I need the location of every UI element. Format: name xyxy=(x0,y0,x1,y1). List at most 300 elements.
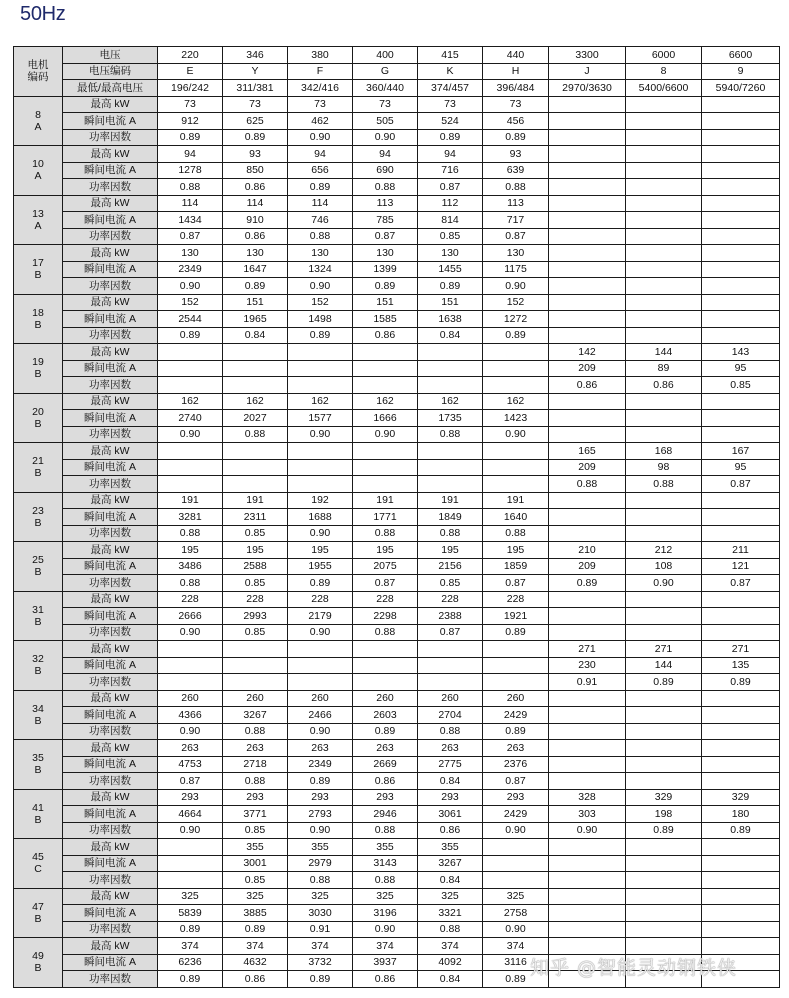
row-label: 最高 kW xyxy=(63,789,158,806)
table-row xyxy=(14,410,780,427)
motor-frame: B xyxy=(34,318,42,331)
data-cell: 355 xyxy=(418,839,483,856)
data-cell: 716 xyxy=(418,162,483,179)
data-cell: 0.90 xyxy=(288,129,353,146)
data-cell: 0.88 xyxy=(353,872,418,889)
data-cell: 1324 xyxy=(288,261,353,278)
data-cell: 355 xyxy=(288,839,353,856)
data-cell: 0.85 xyxy=(418,228,483,245)
data-cell xyxy=(702,410,780,427)
data-cell: 3267 xyxy=(418,855,483,872)
data-cell: 73 xyxy=(483,96,549,113)
data-cell: 3885 xyxy=(223,905,288,922)
data-cell: 191 xyxy=(418,492,483,509)
data-cell: 0.85 xyxy=(223,624,288,641)
motor-frame: C xyxy=(34,863,42,876)
data-cell: 325 xyxy=(418,888,483,905)
row-label: 功率因数 xyxy=(63,377,158,394)
motor-frame: B xyxy=(34,912,42,925)
data-cell: 0.89 xyxy=(702,822,780,839)
data-cell: 0.89 xyxy=(549,575,626,592)
data-cell: 0.90 xyxy=(158,822,223,839)
motor-code: 34 xyxy=(32,702,44,715)
row-label: 最高 kW xyxy=(63,96,158,113)
data-cell xyxy=(158,872,223,889)
data-cell xyxy=(549,855,626,872)
data-cell: 228 xyxy=(158,591,223,608)
data-cell: 625 xyxy=(223,113,288,130)
row-label: 瞬间电流 A xyxy=(63,162,158,179)
data-cell xyxy=(418,459,483,476)
data-cell: 95 xyxy=(702,459,780,476)
data-cell: 293 xyxy=(158,789,223,806)
data-cell: 0.89 xyxy=(353,723,418,740)
data-cell: 0.90 xyxy=(626,575,702,592)
data-cell xyxy=(483,872,549,889)
data-cell: 228 xyxy=(353,591,418,608)
row-label: 瞬间电流 A xyxy=(63,311,158,328)
data-cell: 3321 xyxy=(418,905,483,922)
data-cell xyxy=(549,195,626,212)
data-cell: 121 xyxy=(702,558,780,575)
data-cell: 0.85 xyxy=(418,575,483,592)
data-cell xyxy=(353,657,418,674)
data-cell: 2666 xyxy=(158,608,223,625)
header-cell: G xyxy=(353,63,418,80)
data-cell: 3281 xyxy=(158,509,223,526)
motor-code-cell xyxy=(14,294,63,344)
motor-frame: A xyxy=(34,219,42,232)
data-cell: 524 xyxy=(418,113,483,130)
motor-code-cell xyxy=(14,591,63,641)
data-cell xyxy=(626,888,702,905)
motor-frame: B xyxy=(34,813,42,826)
row-label: 最高 kW xyxy=(63,245,158,262)
data-cell xyxy=(418,377,483,394)
data-cell xyxy=(702,426,780,443)
row-label: 瞬间电流 A xyxy=(63,806,158,823)
row-label: 功率因数 xyxy=(63,723,158,740)
row-label: 瞬间电流 A xyxy=(63,954,158,971)
data-cell: 195 xyxy=(353,542,418,559)
data-cell xyxy=(549,740,626,757)
data-cell: 1455 xyxy=(418,261,483,278)
data-cell: 1688 xyxy=(288,509,353,526)
data-cell: 94 xyxy=(418,146,483,163)
data-cell xyxy=(549,608,626,625)
data-cell xyxy=(702,591,780,608)
row-label: 功率因数 xyxy=(63,773,158,790)
motor-code-cell xyxy=(14,839,63,889)
table-row xyxy=(14,971,780,988)
data-cell xyxy=(626,393,702,410)
data-cell: 0.86 xyxy=(353,971,418,988)
data-cell: 912 xyxy=(158,113,223,130)
data-cell: 228 xyxy=(483,591,549,608)
row-label: 瞬间电流 A xyxy=(63,261,158,278)
data-cell: 0.89 xyxy=(288,971,353,988)
data-cell: 0.88 xyxy=(223,426,288,443)
data-cell: 1647 xyxy=(223,261,288,278)
data-cell: 0.84 xyxy=(223,327,288,344)
data-cell: 2075 xyxy=(353,558,418,575)
data-cell: 94 xyxy=(158,146,223,163)
data-cell: 293 xyxy=(288,789,353,806)
row-label: 功率因数 xyxy=(63,129,158,146)
data-cell: 0.87 xyxy=(483,228,549,245)
data-cell: 4366 xyxy=(158,707,223,724)
motor-code: 10 xyxy=(32,158,44,171)
data-cell: 0.89 xyxy=(158,327,223,344)
motor-code-cell xyxy=(14,690,63,740)
table-row xyxy=(14,261,780,278)
data-cell xyxy=(158,377,223,394)
motor-frame: B xyxy=(34,368,42,381)
header-cell: 3300 xyxy=(549,47,626,64)
data-cell: 0.88 xyxy=(158,525,223,542)
data-cell xyxy=(626,113,702,130)
data-cell: 1577 xyxy=(288,410,353,427)
motor-code: 8 xyxy=(35,108,41,121)
data-cell: 0.88 xyxy=(418,426,483,443)
data-cell: 374 xyxy=(158,938,223,955)
data-cell: 2466 xyxy=(288,707,353,724)
data-cell: 0.90 xyxy=(158,278,223,295)
header-cell: 8 xyxy=(626,63,702,80)
data-cell: 162 xyxy=(158,393,223,410)
header-cell: 311/381 xyxy=(223,80,288,97)
motor-code-cell xyxy=(14,938,63,988)
data-cell: 325 xyxy=(483,888,549,905)
data-cell: 0.86 xyxy=(223,179,288,196)
header-cell: 220 xyxy=(158,47,223,64)
data-cell xyxy=(702,690,780,707)
header-cell: 2970/3630 xyxy=(549,80,626,97)
data-cell xyxy=(626,228,702,245)
data-cell xyxy=(626,294,702,311)
data-cell xyxy=(223,641,288,658)
data-cell: 209 xyxy=(549,558,626,575)
header-cell: H xyxy=(483,63,549,80)
row-label: 瞬间电流 A xyxy=(63,657,158,674)
data-cell: 2179 xyxy=(288,608,353,625)
data-cell xyxy=(549,971,626,988)
motor-code: 45 xyxy=(32,851,44,864)
data-cell: 6236 xyxy=(158,954,223,971)
data-cell: 114 xyxy=(223,195,288,212)
data-cell: 0.87 xyxy=(158,773,223,790)
header-label: 电压 xyxy=(63,47,158,64)
table-row xyxy=(14,905,780,922)
data-cell: 325 xyxy=(158,888,223,905)
motor-frame: B xyxy=(34,764,42,777)
data-cell xyxy=(626,278,702,295)
data-cell: 303 xyxy=(549,806,626,823)
data-cell xyxy=(626,905,702,922)
data-cell: 1498 xyxy=(288,311,353,328)
data-cell: 3030 xyxy=(288,905,353,922)
table-row xyxy=(14,443,780,460)
data-cell: 135 xyxy=(702,657,780,674)
data-cell: 0.87 xyxy=(353,575,418,592)
data-cell xyxy=(483,459,549,476)
data-cell xyxy=(288,459,353,476)
motor-code: 31 xyxy=(32,603,44,616)
data-cell: 130 xyxy=(158,245,223,262)
data-cell: 142 xyxy=(549,344,626,361)
header-cell: 396/484 xyxy=(483,80,549,97)
data-cell xyxy=(702,707,780,724)
data-cell: 263 xyxy=(353,740,418,757)
data-cell: 0.88 xyxy=(353,179,418,196)
data-cell: 1272 xyxy=(483,311,549,328)
data-cell xyxy=(626,509,702,526)
data-cell: 95 xyxy=(702,360,780,377)
table-row xyxy=(14,311,780,328)
data-cell: 114 xyxy=(288,195,353,212)
data-cell xyxy=(702,146,780,163)
data-cell: 271 xyxy=(549,641,626,658)
data-cell: 374 xyxy=(223,938,288,955)
data-cell xyxy=(418,360,483,377)
data-cell: 260 xyxy=(288,690,353,707)
row-label: 瞬间电流 A xyxy=(63,459,158,476)
data-cell: 0.90 xyxy=(158,723,223,740)
data-cell: 130 xyxy=(483,245,549,262)
table-row xyxy=(14,888,780,905)
data-cell xyxy=(626,938,702,955)
data-cell xyxy=(702,96,780,113)
data-cell xyxy=(353,360,418,377)
data-cell: 260 xyxy=(223,690,288,707)
data-cell: 228 xyxy=(288,591,353,608)
data-cell: 1638 xyxy=(418,311,483,328)
data-cell xyxy=(223,443,288,460)
motor-frame: B xyxy=(34,962,42,975)
data-cell xyxy=(549,294,626,311)
data-cell: 0.90 xyxy=(353,426,418,443)
data-cell xyxy=(418,641,483,658)
data-cell xyxy=(702,261,780,278)
data-cell xyxy=(223,657,288,674)
data-cell: 293 xyxy=(353,789,418,806)
data-cell xyxy=(418,657,483,674)
data-cell: 850 xyxy=(223,162,288,179)
data-cell xyxy=(626,773,702,790)
header-row xyxy=(14,47,780,64)
data-cell: 263 xyxy=(288,740,353,757)
data-cell xyxy=(288,641,353,658)
data-cell xyxy=(702,327,780,344)
table-row xyxy=(14,525,780,542)
data-cell: 0.86 xyxy=(418,822,483,839)
data-cell: 162 xyxy=(353,393,418,410)
data-cell: 0.86 xyxy=(549,377,626,394)
table-row xyxy=(14,789,780,806)
data-cell: 0.88 xyxy=(223,773,288,790)
row-label: 功率因数 xyxy=(63,476,158,493)
data-cell xyxy=(418,674,483,691)
motor-code-cell xyxy=(14,789,63,839)
data-cell: 0.87 xyxy=(702,476,780,493)
motor-code-cell xyxy=(14,245,63,295)
data-cell xyxy=(702,723,780,740)
data-cell xyxy=(702,888,780,905)
data-cell xyxy=(702,954,780,971)
data-cell: 0.87 xyxy=(158,228,223,245)
data-cell: 271 xyxy=(626,641,702,658)
data-cell xyxy=(549,938,626,955)
data-cell: 746 xyxy=(288,212,353,229)
data-cell: 191 xyxy=(223,492,288,509)
table-row xyxy=(14,146,780,163)
row-label: 瞬间电流 A xyxy=(63,212,158,229)
data-cell xyxy=(288,443,353,460)
data-cell: 2544 xyxy=(158,311,223,328)
row-label: 功率因数 xyxy=(63,674,158,691)
data-cell: 0.90 xyxy=(483,822,549,839)
data-cell xyxy=(626,426,702,443)
data-cell xyxy=(353,459,418,476)
table-row xyxy=(14,591,780,608)
data-cell xyxy=(223,344,288,361)
table-row xyxy=(14,360,780,377)
data-cell: 3937 xyxy=(353,954,418,971)
data-cell: 0.89 xyxy=(158,129,223,146)
table-row xyxy=(14,558,780,575)
data-cell: 0.87 xyxy=(702,575,780,592)
data-cell xyxy=(549,773,626,790)
data-cell: 0.89 xyxy=(626,822,702,839)
data-cell: 0.89 xyxy=(483,624,549,641)
data-cell xyxy=(702,195,780,212)
data-cell: 0.88 xyxy=(549,476,626,493)
header-label: 最低/最高电压 xyxy=(63,80,158,97)
table-row xyxy=(14,822,780,839)
data-cell: 0.89 xyxy=(483,129,549,146)
data-cell: 0.87 xyxy=(418,179,483,196)
data-cell xyxy=(626,855,702,872)
data-cell xyxy=(702,872,780,889)
data-cell: 0.90 xyxy=(288,624,353,641)
motor-code-cell xyxy=(14,146,63,196)
header-cell: 196/242 xyxy=(158,80,223,97)
data-cell: 0.89 xyxy=(223,129,288,146)
data-cell: 130 xyxy=(223,245,288,262)
data-cell: 325 xyxy=(288,888,353,905)
data-cell xyxy=(223,459,288,476)
header-cell: 5940/7260 xyxy=(702,80,780,97)
row-label: 最高 kW xyxy=(63,344,158,361)
data-cell xyxy=(702,245,780,262)
data-cell xyxy=(702,921,780,938)
data-cell xyxy=(702,179,780,196)
table-row xyxy=(14,773,780,790)
data-cell: 329 xyxy=(626,789,702,806)
data-cell xyxy=(549,261,626,278)
data-cell: 2311 xyxy=(223,509,288,526)
data-cell: 0.90 xyxy=(158,426,223,443)
data-cell: 0.87 xyxy=(418,624,483,641)
data-cell: 1921 xyxy=(483,608,549,625)
data-cell: 1849 xyxy=(418,509,483,526)
data-cell: 1423 xyxy=(483,410,549,427)
table-row xyxy=(14,872,780,889)
data-cell: 3061 xyxy=(418,806,483,823)
table-row xyxy=(14,492,780,509)
data-cell: 0.91 xyxy=(288,921,353,938)
data-cell: 192 xyxy=(288,492,353,509)
motor-code-cell xyxy=(14,393,63,443)
data-cell xyxy=(626,525,702,542)
data-cell xyxy=(702,756,780,773)
data-cell: 0.88 xyxy=(288,872,353,889)
data-cell: 198 xyxy=(626,806,702,823)
data-cell xyxy=(626,492,702,509)
data-cell xyxy=(288,377,353,394)
motor-code-cell xyxy=(14,344,63,394)
data-cell: 1399 xyxy=(353,261,418,278)
table-row xyxy=(14,756,780,773)
data-cell xyxy=(549,690,626,707)
data-cell: 168 xyxy=(626,443,702,460)
header-cell: 400 xyxy=(353,47,418,64)
table-row xyxy=(14,921,780,938)
data-cell: 0.90 xyxy=(483,426,549,443)
row-label: 瞬间电流 A xyxy=(63,360,158,377)
data-cell xyxy=(626,311,702,328)
data-cell: 2588 xyxy=(223,558,288,575)
data-cell: 0.90 xyxy=(158,624,223,641)
table-row xyxy=(14,113,780,130)
data-cell xyxy=(626,179,702,196)
motor-code: 13 xyxy=(32,207,44,220)
data-cell xyxy=(158,855,223,872)
header-cell: K xyxy=(418,63,483,80)
motor-frame: B xyxy=(34,665,42,678)
data-cell: 0.87 xyxy=(483,575,549,592)
table-row xyxy=(14,641,780,658)
data-cell: 1965 xyxy=(223,311,288,328)
data-cell: 1666 xyxy=(353,410,418,427)
data-cell xyxy=(288,674,353,691)
data-cell: 456 xyxy=(483,113,549,130)
data-cell: 0.89 xyxy=(626,674,702,691)
table-row xyxy=(14,476,780,493)
row-label: 最高 kW xyxy=(63,839,158,856)
row-label: 瞬间电流 A xyxy=(63,905,158,922)
row-label: 最高 kW xyxy=(63,393,158,410)
row-label: 最高 kW xyxy=(63,542,158,559)
row-label: 最高 kW xyxy=(63,195,158,212)
data-cell xyxy=(626,129,702,146)
data-cell: 0.88 xyxy=(418,723,483,740)
data-cell xyxy=(549,162,626,179)
data-cell xyxy=(626,608,702,625)
data-cell xyxy=(549,888,626,905)
data-cell: 0.88 xyxy=(483,179,549,196)
data-cell: 228 xyxy=(223,591,288,608)
header-cell: 440 xyxy=(483,47,549,64)
data-cell: 0.89 xyxy=(418,129,483,146)
data-cell: 3116 xyxy=(483,954,549,971)
data-cell: 230 xyxy=(549,657,626,674)
data-cell xyxy=(549,921,626,938)
data-cell xyxy=(626,921,702,938)
data-cell: 4753 xyxy=(158,756,223,773)
table-body xyxy=(14,47,780,988)
data-cell xyxy=(549,707,626,724)
